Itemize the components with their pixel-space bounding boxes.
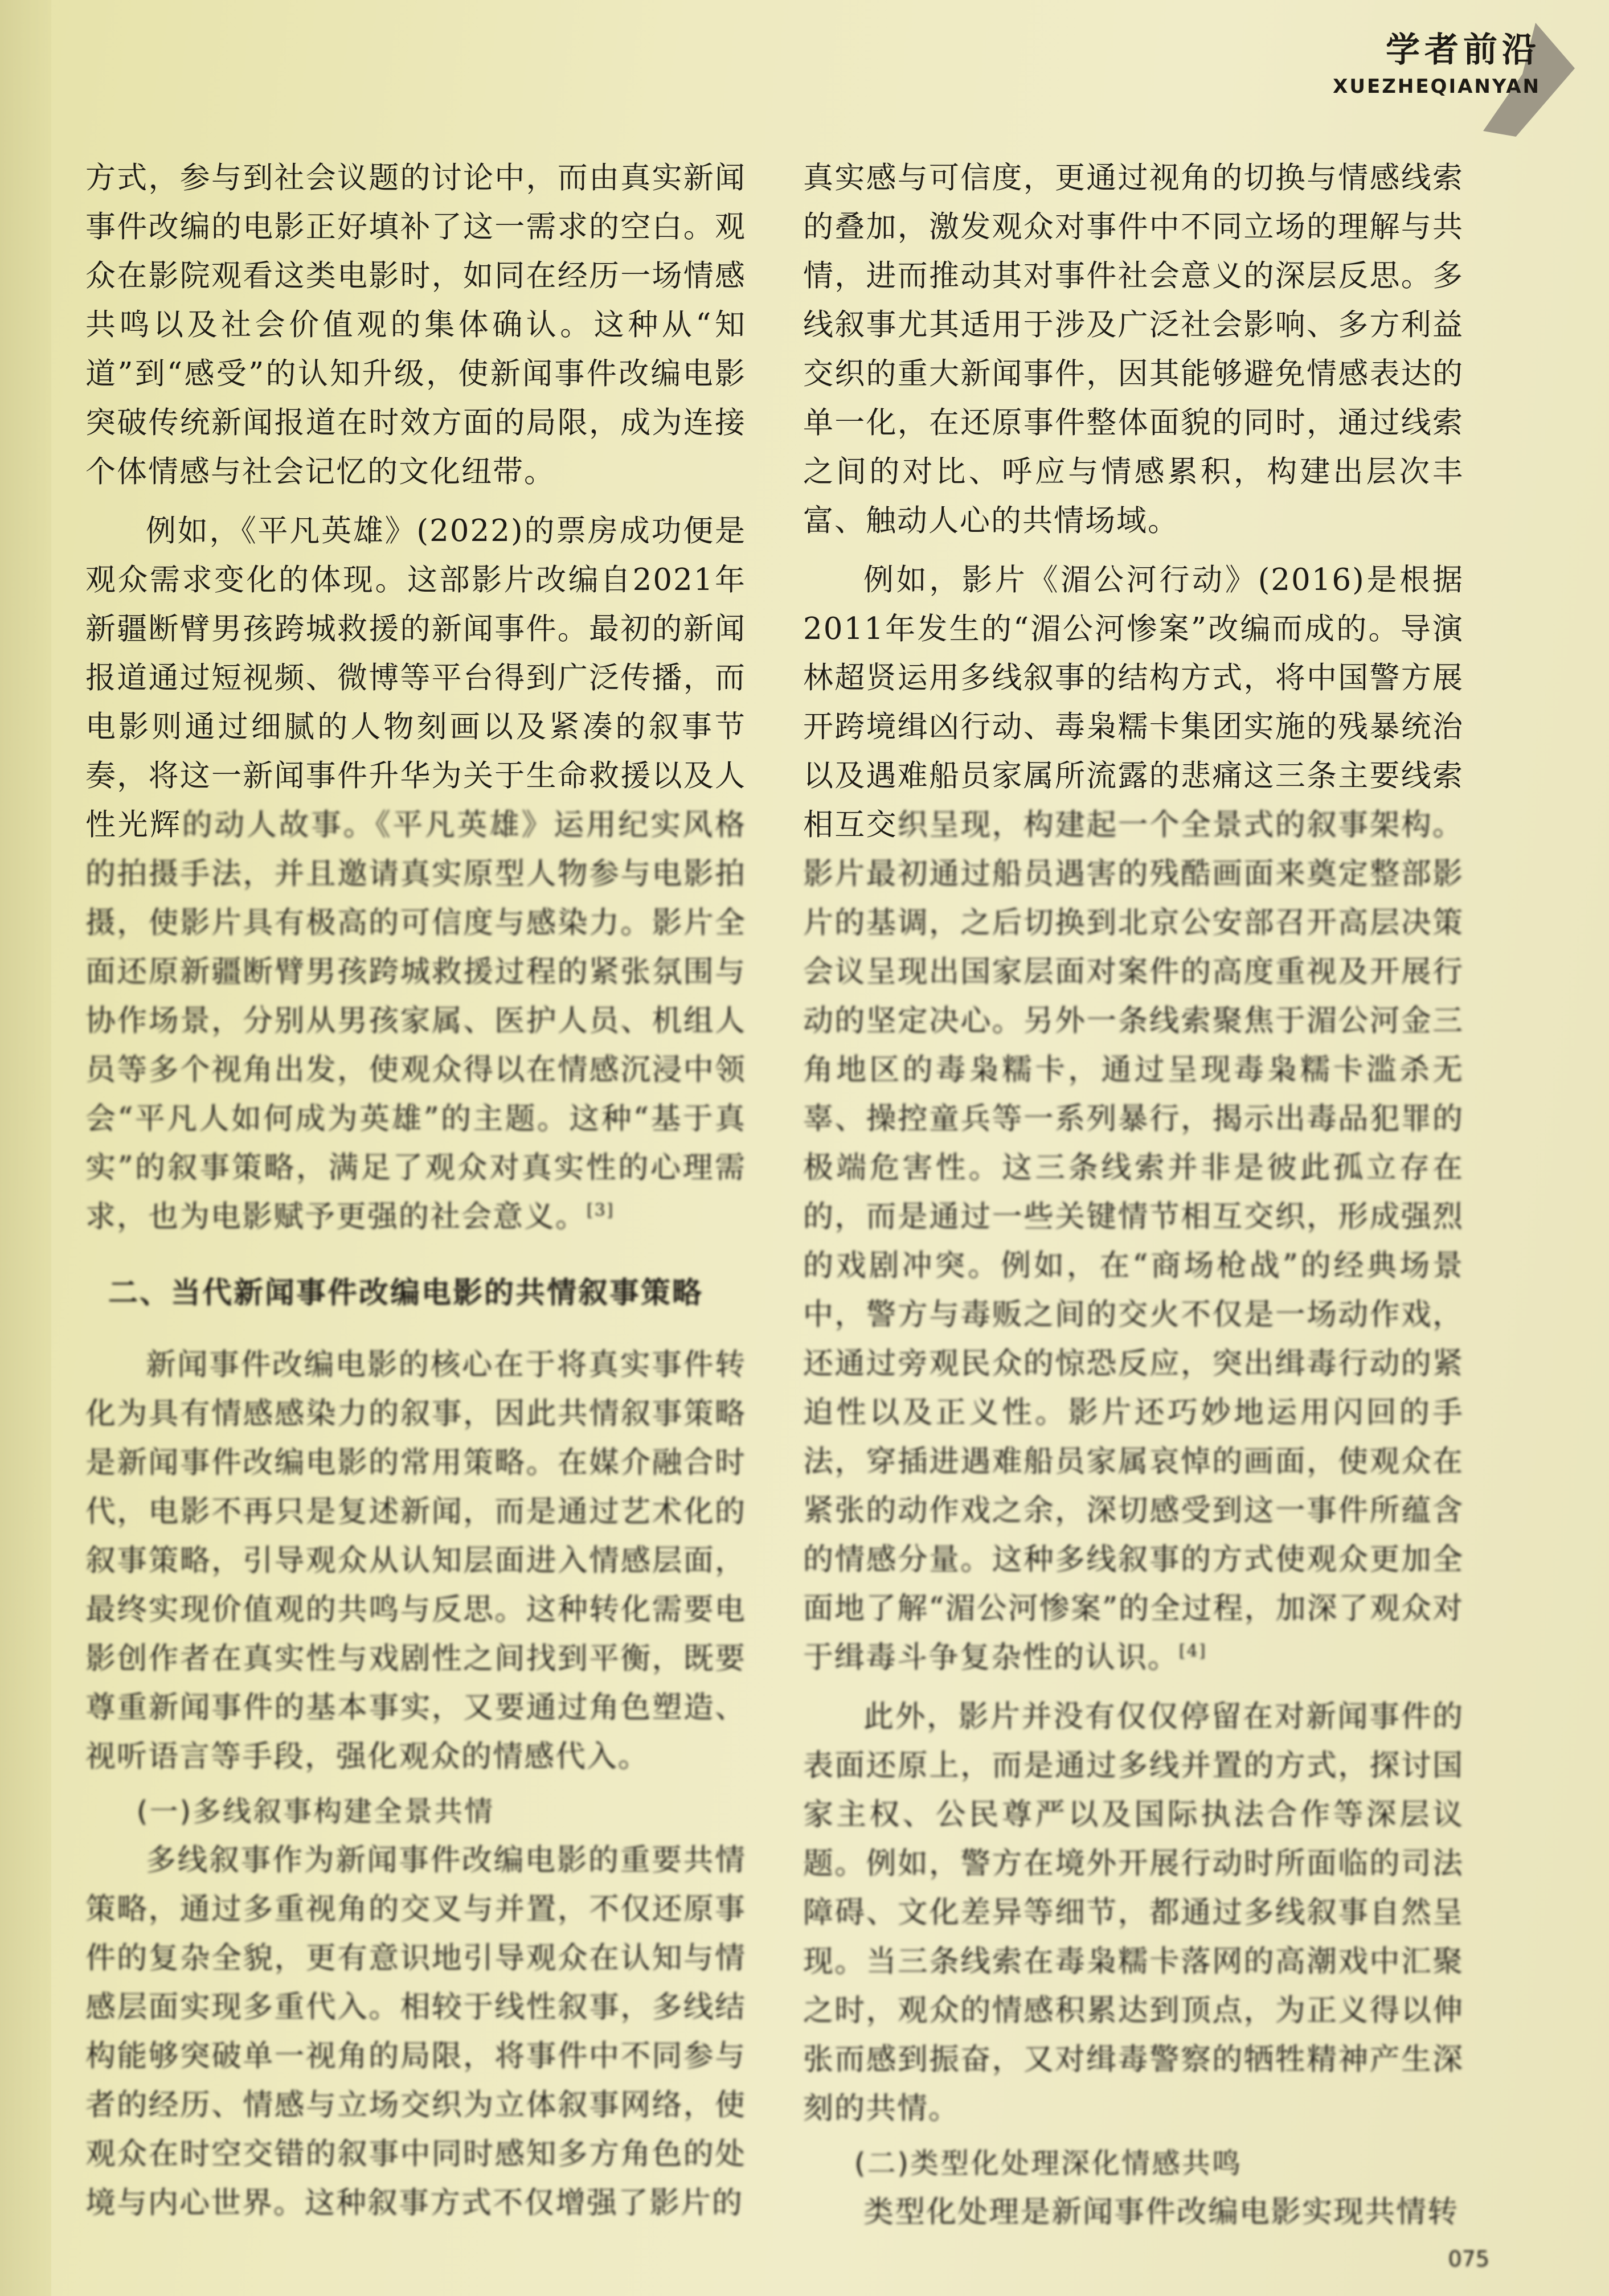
section-subtitle: XUEZHEQIANYAN bbox=[1333, 75, 1541, 98]
paragraph-text-blurred: 织呈现，构建起一个全景式的叙事架构。影片最初通过船员遇害的残酷画面来奠定整部影片的基调，之后切换到北京公安部召开高层决策会议呈现出国家层面对案件的高度重视及开展行动的坚定决心。另外一条线索聚焦于湄公河金三角地区的毒枭糯卡，通过呈现毒枭糯卡滥杀无辜、操控童兵等一系列暴行，揭示出毒品犯罪的极端危害性。这三条线索并非是彼此孤立存在的，而是通过一些关键情节相互交织，形成强烈的戏剧冲突。例如，在“商场枪战”的经典场景中，警方与毒贩之间的交火不仅是一场动作戏，还通过旁观民众的惊恐反应，突出缉毒行动的紧迫性以及正义性。影片还巧妙地运用闪回的手法，穿插进遇难船员家属哀悼的画面，使观众在紧张的动作戏之余，深切感受到这一事件所蕴含的情感分量。这种多线叙事的方式使观众更加全面地了解“湄公河惨案”的全过程，加深了观众对于缉毒斗争复杂性的认识。 bbox=[803, 807, 1464, 1675]
page-number: 075 bbox=[1448, 2246, 1489, 2272]
paragraph-text-blurred: 的动人故事。《平凡英雄》运用纪实风格的拍摄手法，并且邀请真实原型人物参与电影拍摄，使影片具有极高的可信度与感染力。影片全面还原新疆断臂男孩跨城救援过程的紧张氛围与协作场景，分别从男孩家属、医护人员、机组人员等多个视角出发，使观众得以在情感沉浸中领会“平凡人如何成为英雄”的主题。这种“基于真实”的叙事策略，满足了观众对真实性的心理需求，也为电影赋予更强的社会意义。 bbox=[85, 807, 747, 1234]
reference-mark: [3] bbox=[587, 1200, 615, 1221]
reference-mark: [4] bbox=[1179, 1641, 1207, 1662]
right-column bbox=[803, 154, 1464, 2237]
paragraph bbox=[85, 507, 746, 1241]
paragraph: 类型化处理是新闻事件改编电影实现共情转 bbox=[863, 2195, 1459, 2229]
left-column bbox=[85, 154, 746, 2228]
paragraph-text: 例如，《平凡英雄》(2022)的票房成功便是观众需求变化的体现。这部影片改编自2021年新疆断臂男孩跨城救援的新闻事件。最初的新闻报道通过短视频、微博等平台得到广泛传播，而电影则通过细腻的人物刻画以及紧凑的叙事节奏，将这一新闻事件升华为关于生命救援以及人性光辉 bbox=[85, 514, 746, 842]
running-header bbox=[1333, 23, 1541, 98]
paragraph: 方式，参与到社会议题的讨论中，而由真实新闻事件改编的电影正好填补了这一需求的空白。观众在影院观看这类电影时，如同在经历一场情感共鸣以及社会价值观的集体确认。这种从“知道”到“感受”的认知升级，使新闻事件改编电影突破传统新闻报道在时效方面的局限，成为连接个体情感与社会记忆的文化纽带。 bbox=[85, 161, 746, 489]
page-edge-shadow bbox=[0, 0, 51, 2296]
paragraph-text: 例如，影片《湄公河行动》(2016)是根据2011年发生的“湄公河惨案”改编而成的。导演林超贤运用多线叙事的结构方式，将中国警方展开跨境缉凶行动、毒枭糯卡集团实施的残暴统治以及遇难船员家属所流露的悲痛这三条主要线索相互交 bbox=[803, 563, 1464, 842]
paragraph: 新闻事件改编电影的核心在于将真实事件转化为具有情感感染力的叙事，因此共情叙事策略是新闻事件改编电影的常用策略。在媒介融合时代，电影不再只是复述新闻，而是通过艺术化的叙事策略，引导观众从认知层面进入情感层面，最终实现价值观的共鸣与反思。这种转化需要电影创作者在真实性与戏剧性之间找到平衡，既要尊重新闻事件的基本事实，又要通过角色塑造、视听语言等手段，强化观众的情感代入。 bbox=[85, 1347, 746, 1774]
section-heading: 二、当代新闻事件改编电影的共情叙事策略 bbox=[108, 1276, 704, 1310]
sub-heading: (二)类型化处理深化情感共鸣 bbox=[854, 2147, 1243, 2180]
paragraph: 真实感与可信度，更通过视角的切换与情感线索的叠加，激发观众对事件中不同立场的理解与共情，进而推动其对事件社会意义的深层反思。多线叙事尤其适用于涉及广泛社会影响、多方利益交织的重大新闻事件，因其能够避免情感表达的单一化，在还原事件整体面貌的同时，通过线索之间的对比、呼应与情感累积，构建出层次丰富、触动人心的共情场域。 bbox=[803, 161, 1464, 538]
section-title: 学者前沿 bbox=[1386, 30, 1541, 70]
sub-heading: (一)多线叙事构建全景共情 bbox=[137, 1795, 495, 1828]
paragraph: 多线叙事作为新闻事件改编电影的重要共情策略，通过多重视角的交叉与并置，不仅还原事件的复杂全貌，更有意识地引导观众在认知与情感层面实现多重代入。相较于线性叙事，多线结构能够突破单一视角的局限，将事件中不同参与者的经历、情感与立场交织为立体叙事网络，使观众在时空交错的叙事中同时感知多方角色的处境与内心世界。这种叙事方式不仅增强了影片的 bbox=[85, 1843, 746, 2220]
paragraph: 此外，影片并没有仅仅停留在对新闻事件的表面还原上，而是通过多线并置的方式，探讨国家主权、公民尊严以及国际执法合作等深层议题。例如，警方在境外开展行动时所面临的司法障碍、文化差异等细节，都通过多线叙事自然呈现。当三条线索在毒枭糯卡落网的高潮戏中汇聚之时，观众的情感积累达到顶点，为正义得以伸张而感到振奋，又对缉毒警察的牺牲精神产生深刻的共情。 bbox=[803, 1699, 1464, 2126]
paragraph bbox=[803, 556, 1464, 1682]
